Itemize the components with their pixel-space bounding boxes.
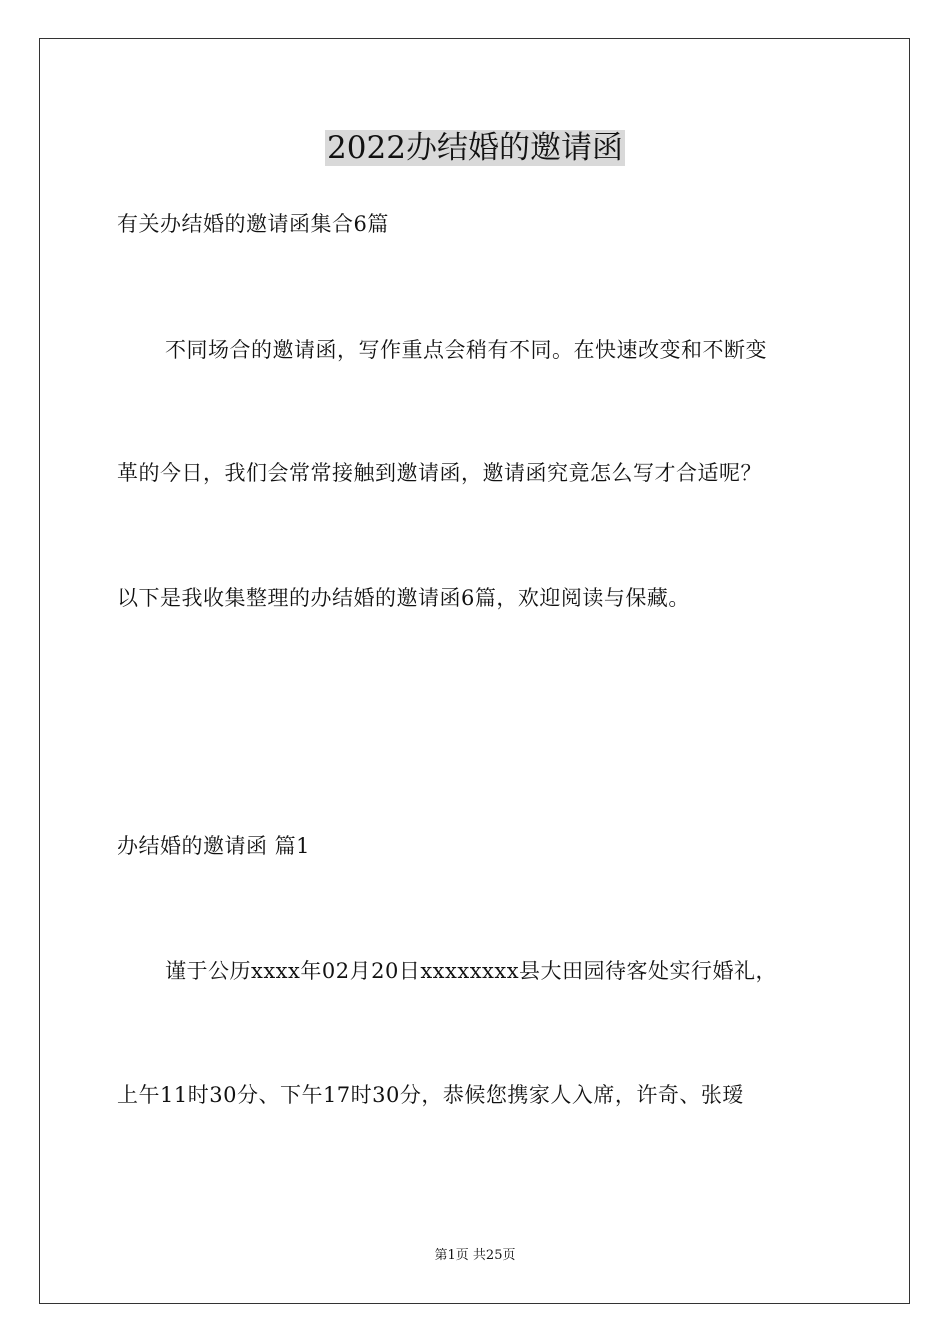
intro-line-1: 不同场合的邀请函，写作重点会稍有不同。在快速改变和不断变 <box>165 338 767 362</box>
document-subtitle: 有关办结婚的邀请函集合6篇 <box>117 212 389 236</box>
section-line-1: 谨于公历xxxx年02月20日xxxxxxxx县大田园待客处实行婚礼， <box>165 959 778 983</box>
section-heading: 办结婚的邀请函 篇1 <box>117 834 311 858</box>
document-title <box>0 128 950 168</box>
intro-line-3: 以下是我收集整理的办结婚的邀请函6篇，欢迎阅读与保藏。 <box>117 586 690 610</box>
section-line-2: 上午11时30分、下午17时30分，恭候您携家人入席，许奇、张瑷 <box>117 1083 744 1107</box>
intro-line-2: 革的今日，我们会常常接触到邀请函，邀请函究竟怎么写才合适呢？ <box>117 461 762 485</box>
document-title-text: 2022办结婚的邀请函 <box>327 130 623 166</box>
page-footer: 第1页 共25页 <box>434 1248 516 1263</box>
